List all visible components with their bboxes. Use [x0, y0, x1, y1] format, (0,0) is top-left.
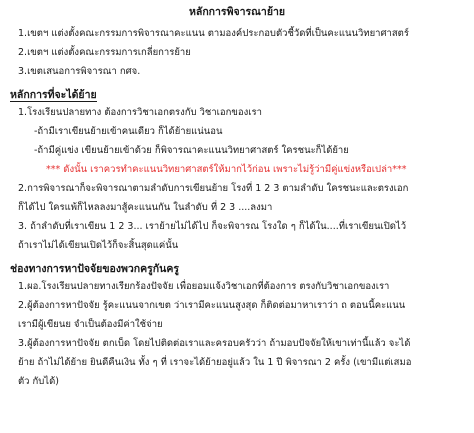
move-item-2-line-1: 2.การพิจารณาก็จะพิจารณาตามลำดับการเขียนย้าย โรงที่ 1 2 3 ตามลำดับ ใครชนะและตรงเอก — [18, 183, 409, 194]
section-heading-move: หลักการที่จะได้ย้าย — [10, 89, 97, 101]
move-item-3-line-2: ถ้าเราไม่ได้เขียนเปิดไว้ก็จะสิ้นสุดแค่นั้น — [18, 240, 179, 251]
section-heading-help: ช่องทางการหาปัจจัยของพวกครูกันครู — [10, 263, 179, 275]
help-item-1: 1.ผอ.โรงเรียนปลายทางเรียกร้องปัจจัย เพื่อยอมแจ้งวิชาเอกที่ต้องการ ตรงกับวิชาเอกของเรา — [18, 281, 390, 292]
intro-item-3: 3.เขตเสนอการพิจารณา กศจ. — [18, 66, 141, 77]
move-item-1-sub-2: -ถ้ามีคู่แข่ง เขียนย้ายเข้าด้วย ก็พิจารณาคะแนนวิทยาศาสตร์ ใครชนะก็ได้ย้าย — [34, 145, 349, 156]
intro-item-2: 2.เขตฯ แต่งตั้งคณะกรรมการเกลี่ยการย้าย — [18, 47, 191, 58]
help-item-3-line-3: ตัว กับได้) — [18, 376, 59, 387]
intro-item-1: 1.เขตฯ แต่งตั้งคณะกรรมการพิจารณาคะแนน ตามองค์ประกอบตัวชี้วัดที่เป็นคะแนนวิทยาศาสตร์ — [18, 28, 409, 39]
help-item-3-line-2: ย้าย ถ้าไม่ได้ย้าย ยินดีคืนเงิน ทั้ง ๆ ที่ เราจะได้ย้ายอยู่แล้ว ใน 1 ปี พิจารณา 2 ครั้ง (เขามีแต่เสมอ — [18, 357, 412, 368]
move-item-1: 1.โรงเรียนปลายทาง ต้องการวิชาเอกตรงกับ วิชาเอกของเรา — [18, 107, 262, 118]
document-title: หลักการพิจารณาย้าย — [188, 6, 286, 18]
move-item-2-line-2: ก็ได้ไป ใครแพ้ก็ไหลลงมาสู้คะแนนกัน ในลำดับ ที่ 2 3 ....ลงมา — [18, 202, 273, 213]
move-note: *** ดังนั้น เราควรทำคะแนนวิทยาศาสตร์ให้มากไว้ก่อน เพราะไม่รู้ว่ามีคู่แข่งหรือเปล่า*** — [46, 164, 407, 175]
help-item-2-line-2: เรามีผู้เขียนย จำเป็นต้องมีค่าใช้จ่าย — [18, 319, 163, 330]
help-item-2-line-1: 2.ผู้ต้องการหาปัจจัย รู้คะแนนจากเขต ว่าเรามีคะแนนสูงสุด ก็ติดต่อมาหาเราว่า ถ ตอนนี้คะแนน — [18, 300, 406, 311]
move-item-3-line-1: 3. ถ้าลำดับที่เราเขียน 1 2 3... เราย้ายไม่ได้ไป ก็จะพิจารณ โรงใด ๆ ก็ได้ใน....ที่เราเขียนเปิดไว้ — [18, 221, 407, 232]
help-item-3-line-1: 3.ผู้ต้องการหาปัจจัย ตกเบ็ด โดยไปติดต่อเราและครอบครัวว่า ถ้ามอบปัจจัยให้เขาเท่านี้แล้ว จะได้ — [18, 338, 411, 349]
move-item-1-sub-1: -ถ้ามีเราเขียนย้ายเข้าคนเดียว ก็ได้ย้ายแน่นอน — [34, 126, 223, 137]
